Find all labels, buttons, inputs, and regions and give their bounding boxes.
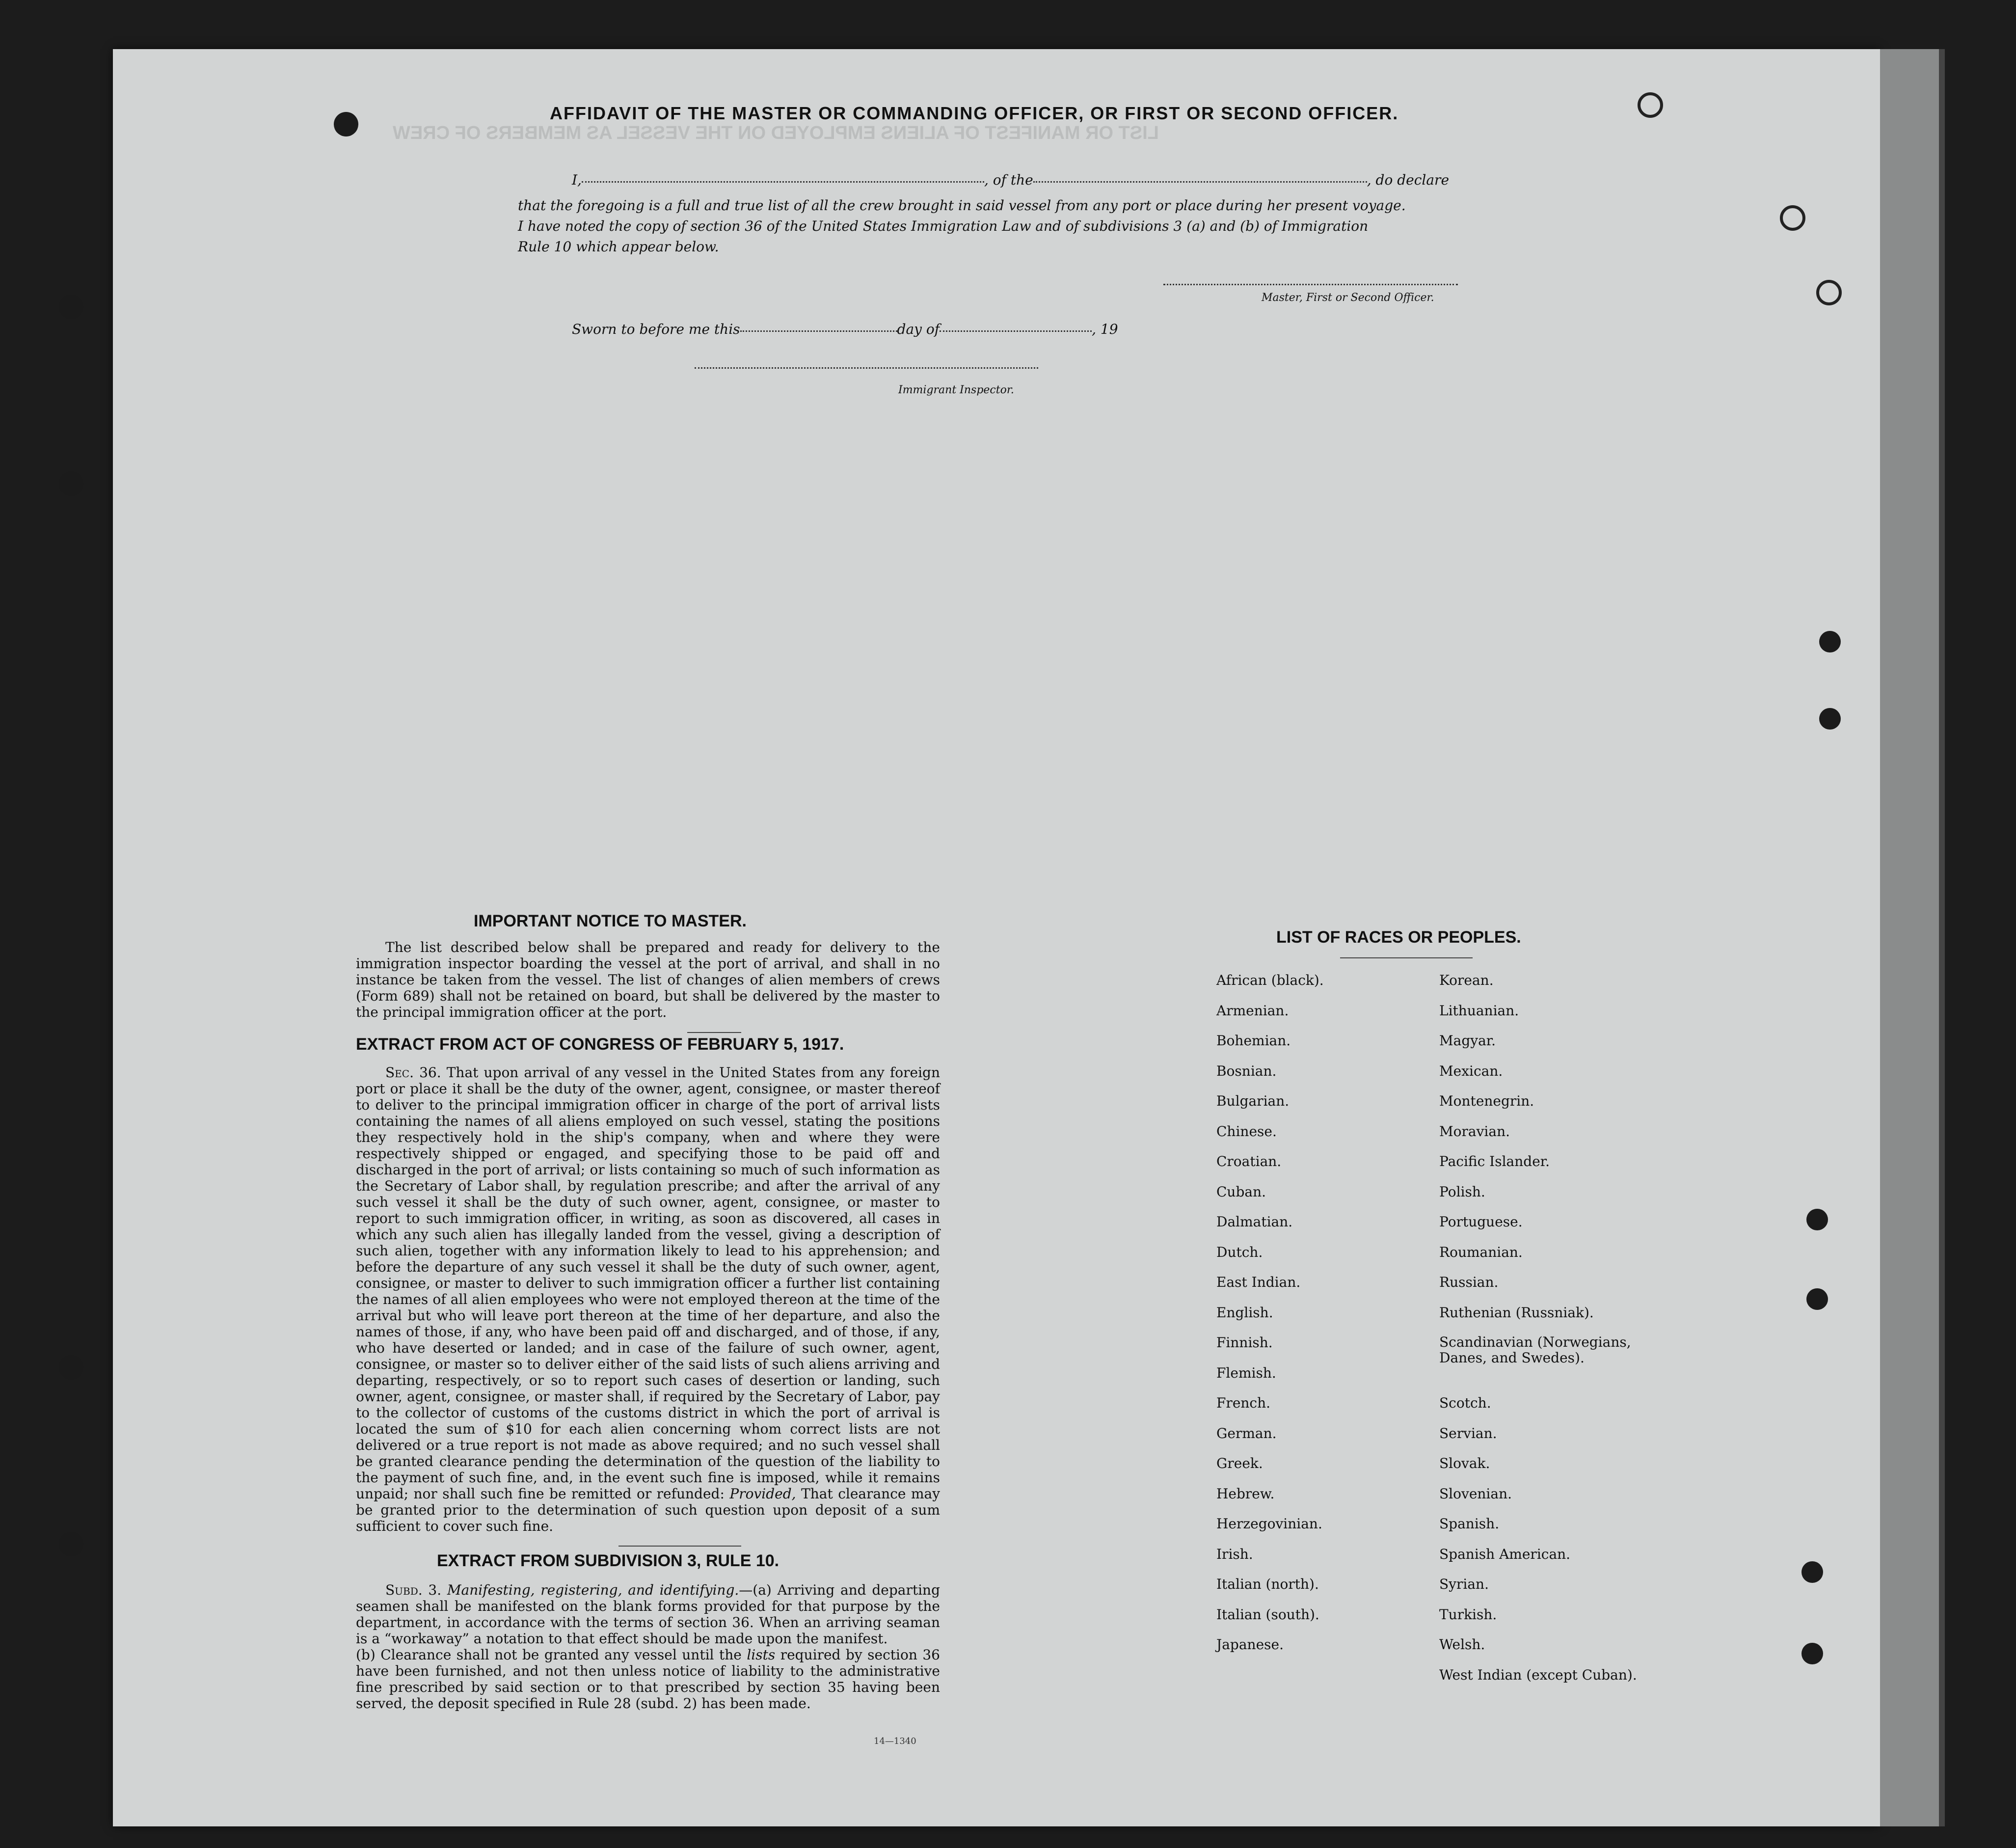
inspector-signature-line[interactable] xyxy=(695,367,1038,369)
page-edge-shadow xyxy=(1939,49,1945,1826)
part-b-lists: lists xyxy=(747,1647,776,1663)
sworn-month-blank[interactable] xyxy=(940,330,1092,332)
race-item: Herzegovinian. xyxy=(1216,1516,1322,1532)
provided-word: Provided, xyxy=(729,1486,796,1502)
underlying-page-edge xyxy=(1880,49,1939,1826)
race-item: Montenegrin. xyxy=(1439,1093,1534,1109)
act-extract-title: EXTRACT FROM ACT OF CONGRESS OF FEBRUARY 5, 1917. xyxy=(356,1035,844,1054)
race-item: Bulgarian. xyxy=(1216,1093,1290,1109)
races-left-column xyxy=(1216,972,1324,1667)
race-item: Welsh. xyxy=(1439,1636,1485,1653)
name-blank[interactable] xyxy=(582,181,984,183)
race-item: African (black). xyxy=(1216,972,1324,988)
punch-hole xyxy=(59,471,83,496)
inspector-signature-label: Immigrant Inspector. xyxy=(898,384,1014,396)
race-item: Finnish. xyxy=(1216,1334,1273,1351)
race-item: Scotch. xyxy=(1439,1395,1491,1411)
race-item: Bosnian. xyxy=(1216,1062,1277,1079)
races-right-column xyxy=(1439,972,1645,1697)
race-item: Armenian. xyxy=(1216,1002,1289,1019)
race-item: Moravian. xyxy=(1439,1123,1510,1140)
punch-hole xyxy=(59,1532,83,1556)
race-item: Italian (south). xyxy=(1216,1606,1319,1623)
race-item: Hebrew. xyxy=(1216,1485,1275,1502)
rule-extract-body xyxy=(356,1582,940,1712)
race-item: Syrian. xyxy=(1439,1576,1489,1592)
race-item: Lithuanian. xyxy=(1439,1002,1519,1019)
race-item: Roumanian. xyxy=(1439,1244,1523,1260)
race-item: Servian. xyxy=(1439,1425,1497,1441)
punch-hole xyxy=(1780,205,1805,231)
subd-label: Subd. 3. xyxy=(385,1582,442,1598)
race-item: Scandinavian (Norwegians, Danes, and Swedes). xyxy=(1439,1334,1631,1366)
race-item: Croatian. xyxy=(1216,1153,1282,1169)
punch-hole xyxy=(59,1355,83,1380)
race-item: Cuban. xyxy=(1216,1183,1266,1200)
punch-hole xyxy=(1801,1561,1823,1583)
race-item: Slovenian. xyxy=(1439,1485,1512,1502)
race-item: Flemish. xyxy=(1216,1364,1276,1381)
race-item: English. xyxy=(1216,1304,1273,1321)
declaration-prefix: I, xyxy=(572,172,582,188)
sworn-year: , 19 xyxy=(1092,321,1118,337)
vessel-blank[interactable] xyxy=(1033,181,1367,183)
part-b-text: required by section 36 have been furnished, and not then unless notice of liability to the administrative fine prescribed by said section or to that prescribed by section 35 having been served, the deposit specified in Rule 28 (subd. 2) has been made. xyxy=(356,1647,940,1712)
declaration-suffix: , do declare xyxy=(1367,172,1450,188)
race-item: East Indian. xyxy=(1216,1274,1301,1290)
punch-hole xyxy=(59,295,83,319)
bleed-through-text: LIST OR MANIFEST OF ALIENS EMPLOYED ON THE VESSEL AS MEMBERS OF CREW xyxy=(393,123,1159,143)
declaration-line-3: I have noted the copy of section 36 of the United States Immigration Law and of subdivisions 3 (a) and (b) of Immigration xyxy=(518,218,1369,234)
punch-hole xyxy=(1638,92,1663,118)
punch-hole xyxy=(1801,1643,1823,1664)
declaration-line-1 xyxy=(572,172,1449,188)
race-item: German. xyxy=(1216,1425,1277,1441)
race-item: Russian. xyxy=(1439,1274,1499,1290)
race-item: Japanese. xyxy=(1216,1636,1284,1653)
divider xyxy=(1340,957,1473,958)
race-item: Greek. xyxy=(1216,1455,1263,1471)
divider xyxy=(687,1032,741,1033)
punch-hole xyxy=(1806,1288,1828,1310)
race-item: West Indian (except Cuban). xyxy=(1439,1666,1637,1683)
race-item: Polish. xyxy=(1439,1183,1485,1200)
race-item: Spanish. xyxy=(1439,1516,1500,1532)
punch-hole xyxy=(1816,280,1842,305)
declaration-line-4: Rule 10 which appear below. xyxy=(518,239,719,255)
notice-body: The list described below shall be prepared and ready for delivery to the immigration inspector boarding the vessel at the port of arrival, and shall in no instance be taken from the vessel. The list of changes of alien members of crews (Form 689) shall not be retained on board, but shall be delivered by the master to the principal immigration officer at the port. xyxy=(356,939,940,1020)
race-item: French. xyxy=(1216,1395,1271,1411)
master-signature-label: Master, First or Second Officer. xyxy=(1262,292,1434,304)
race-item: Ruthenian (Russniak). xyxy=(1439,1304,1594,1321)
part-b-prefix: (b) Clearance shall not be granted any vessel until the xyxy=(356,1647,742,1663)
sworn-day-of: day of xyxy=(897,321,940,337)
race-item: Italian (north). xyxy=(1216,1576,1319,1592)
race-item: Korean. xyxy=(1439,972,1494,988)
divider xyxy=(618,1546,741,1547)
part-a-text: —(a) Arriving and departing seamen shall be manifested on the blank forms provided for that purpose by the department, in accordance with the terms of section 36. When an arriving seaman is a “workaway” a notation to that effect should be made upon the manifest. xyxy=(356,1582,940,1647)
act-extract-body xyxy=(356,1064,940,1534)
sec-36-text-end: That clearance may be granted prior to the determination of such question upon deposit of a sum sufficient to cover such fine. xyxy=(356,1486,941,1534)
affidavit-title: AFFIDAVIT OF THE MASTER OR COMMANDING OFFICER, OR FIRST OR SECOND OFFICER. xyxy=(550,103,1399,123)
punch-hole xyxy=(334,112,358,136)
race-item: Mexican. xyxy=(1439,1062,1503,1079)
sec-36-label: Sec. 36. xyxy=(385,1064,441,1081)
sec-36-text: That upon arrival of any vessel in the United States from any foreign port or place it shall be the duty of the owner, agent, consignee, or master thereof to deliver to the principal immigration officer in charge of the port of arrival lists containing the names of all aliens employed on such vessel, stating the positions they respectively hold in the ship's company, when and where they were respectively shipped or engaged, and specifying those to be paid off and discharged in the port of arrival; or lists containing so much of such information as the Secretary of Labor shall, by regulation prescribe; and after the arrival of any such vessel it shall be the duty of such owner, agent, consignee, or master to report to such immigration officer, in writing, as soon as discovered, all cases in which any such alien has illegally landed from the vessel, giving a description of such alien, together with any information likely to lead to his apprehension; and before the departure of any such vessel it shall be the duty of such owner, agent, consignee, or master to deliver to such immigration officer a further list containing the names of all alien employees who were not employed thereon at the time of the arrival but who will leave port thereon at the time of her departure, and also the names of those, if any, who have been paid off and discharged, and of those, if any, who have deserted or landed; and in case of the failure of such owner, agent, consignee, or master so to deliver either of the said lists of such aliens arriving and departing, respectively, or so to report such cases of desertion or landing, such owner, agent, consignee, or master shall, if required by the Secretary of Labor, pay to the collector of customs of the customs district in which the port of arrival is located the sum of $10 for each alien concerning whom correct lists are not delivered or a true report is not made as above required; and no such vessel shall be granted clearance pending the determination of the question of the liability to the payment of such fine, and, in the event such fine is imposed, while it remains unpaid; nor shall such fine be remitted or refunded: xyxy=(356,1064,940,1502)
race-item: Chinese. xyxy=(1216,1123,1277,1140)
subd-heading: Manifesting, registering, and identifying. xyxy=(447,1582,739,1598)
race-item: Turkish. xyxy=(1439,1606,1497,1623)
master-signature-line[interactable] xyxy=(1163,284,1458,285)
race-item: Dutch. xyxy=(1216,1244,1263,1260)
race-item: Magyar. xyxy=(1439,1033,1496,1049)
race-item: Spanish American. xyxy=(1439,1546,1571,1562)
punch-hole xyxy=(1819,708,1841,730)
sworn-day-blank[interactable] xyxy=(740,330,897,332)
race-item: Irish. xyxy=(1216,1546,1253,1562)
race-item: Bohemian. xyxy=(1216,1033,1291,1049)
races-title: LIST OF RACES OR PEOPLES. xyxy=(1276,928,1521,947)
declaration-line-2: that the foregoing is a full and true list of all the crew brought in said vessel from any port or place during her present voyage. xyxy=(518,197,1406,214)
notice-title: IMPORTANT NOTICE TO MASTER. xyxy=(474,912,747,930)
rule-extract-title: EXTRACT FROM SUBDIVISION 3, RULE 10. xyxy=(437,1551,780,1570)
sworn-prefix: Sworn to before me this xyxy=(572,321,740,337)
declaration-of-the: , of the xyxy=(984,172,1033,188)
punch-hole xyxy=(1806,1209,1828,1230)
race-item: Dalmatian. xyxy=(1216,1214,1293,1230)
sworn-line xyxy=(572,321,1118,337)
race-item: Portuguese. xyxy=(1439,1214,1523,1230)
race-item: Slovak. xyxy=(1439,1455,1490,1471)
form-number: 14—1340 xyxy=(874,1736,916,1746)
race-item: Pacific Islander. xyxy=(1439,1153,1550,1169)
punch-hole xyxy=(1819,631,1841,652)
